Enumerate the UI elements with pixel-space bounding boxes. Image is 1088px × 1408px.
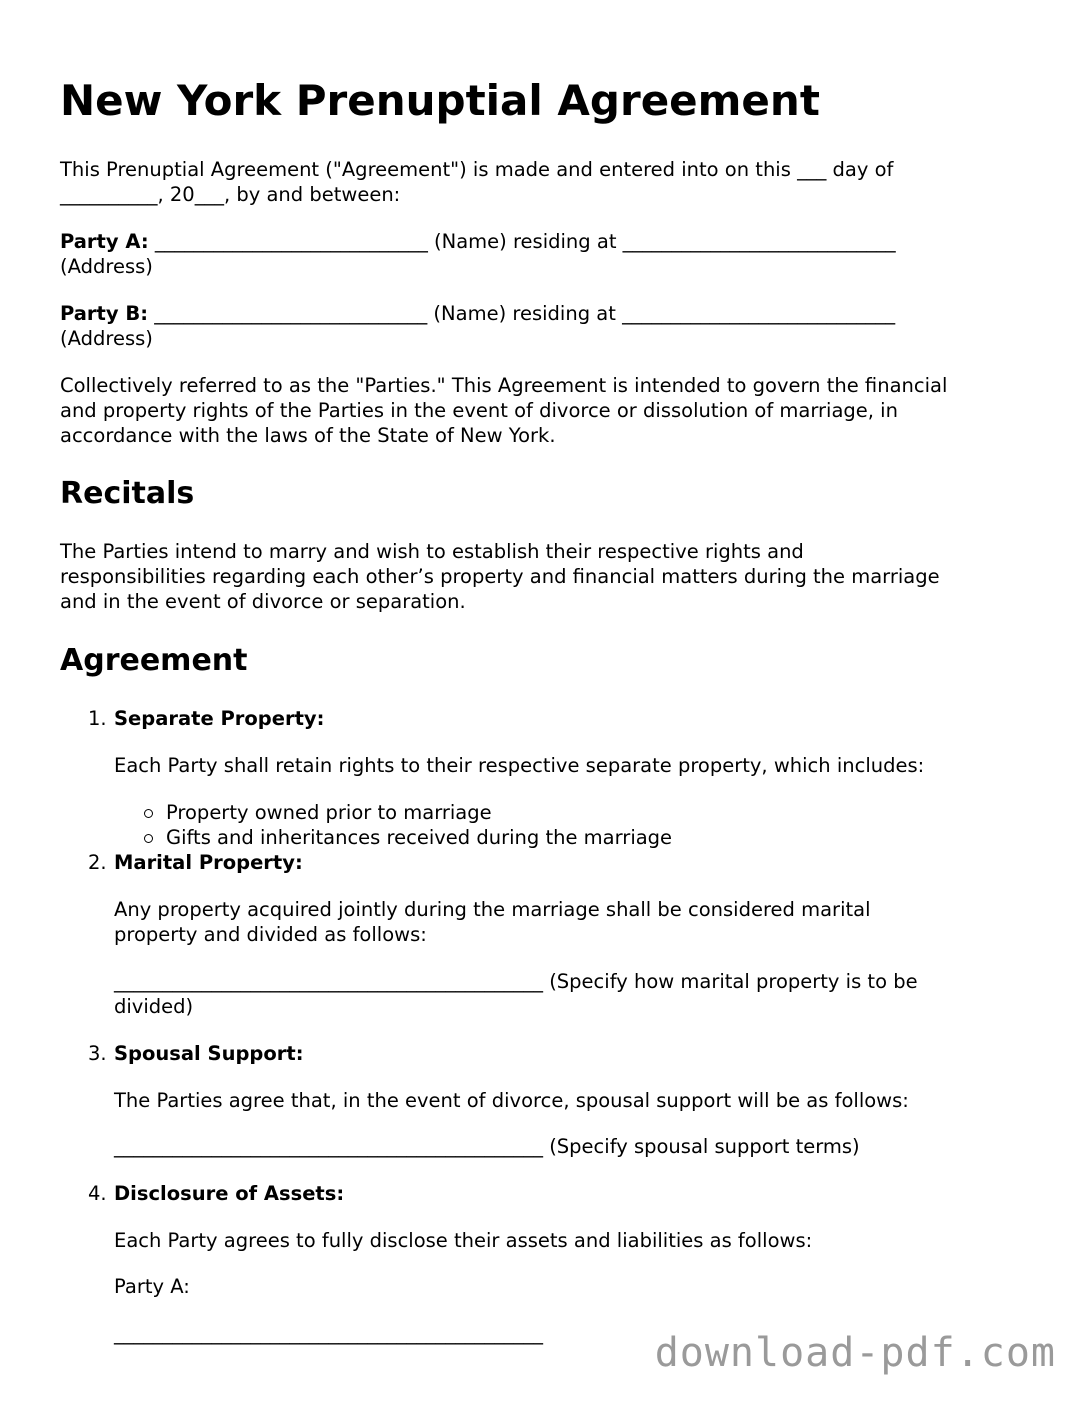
item-2-text-line-1: Any property acquired jointly during the marriage shall be considered marital: [114, 898, 871, 921]
list-item: Property owned prior to marriage: [142, 800, 672, 825]
recitals-line-2: responsibilities regarding each other’s property and financial matters during the marriage: [60, 565, 940, 588]
party-b-label: Party B:: [60, 302, 149, 325]
party-b-address-label: (Address): [60, 327, 153, 350]
recitals-heading: Recitals: [60, 476, 195, 511]
item-2-blank-field: [114, 969, 918, 1019]
item-3-text: The Parties agree that, in the event of divorce, spousal support will be as follows:: [114, 1089, 909, 1112]
collective-line-2: and property rights of the Parties in the event of divorce or dissolution of marriage, in: [60, 399, 898, 422]
intro-line-2: __________, 20___, by and between:: [60, 183, 401, 206]
recitals-line-3: and in the event of divorce or separation.: [60, 590, 466, 613]
party-a-fields: ____________________________ (Name) residing at ____________________________: [154, 230, 896, 253]
document-title: New York Prenuptial Agreement: [60, 76, 820, 125]
item-1-bullet-list: [142, 800, 672, 850]
item-2-blank-line-1: ____________________________________________ (Specify how marital property is to be: [114, 970, 918, 993]
item-1-text: Each Party shall retain rights to their respective separate property, which includes:: [114, 754, 925, 777]
collective-line-3: accordance with the laws of the State of New York.: [60, 424, 556, 447]
recitals-paragraph: [60, 539, 940, 614]
recitals-line-1: The Parties intend to marry and wish to establish their respective rights and: [60, 540, 804, 563]
item-4-title: Disclosure of Assets:: [114, 1182, 345, 1205]
item-4-blank-field: ____________________________________________: [114, 1322, 543, 1345]
intro-line-1: This Prenuptial Agreement ("Agreement") is made and entered into on this ___ day of: [60, 158, 894, 181]
party-a-label: Party A:: [60, 230, 149, 253]
item-3-number: 3.: [88, 1042, 107, 1065]
item-4-text: Each Party agrees to fully disclose their assets and liabilities as follows:: [114, 1229, 813, 1252]
item-2-text: [114, 897, 871, 947]
item-4-number: 4.: [88, 1182, 107, 1205]
item-2-text-line-2: property and divided as follows:: [114, 923, 427, 946]
item-4-party-label: Party A:: [114, 1275, 190, 1298]
item-1-title: Separate Property:: [114, 707, 325, 730]
item-3-blank-field: ____________________________________________ (Specify spousal support terms): [114, 1135, 860, 1158]
item-2-blank-line-2: divided): [114, 995, 194, 1018]
list-item: Gifts and inheritances received during the marriage: [142, 825, 672, 850]
party-a-address-label: (Address): [60, 255, 153, 278]
party-a-block: [60, 229, 896, 279]
item-1-number: 1.: [88, 707, 107, 730]
party-b-fields: ____________________________ (Name) residing at ____________________________: [154, 302, 896, 325]
item-2-title: Marital Property:: [114, 851, 303, 874]
item-2-number: 2.: [88, 851, 107, 874]
party-b-block: [60, 301, 895, 351]
collective-line-1: Collectively referred to as the "Parties." This Agreement is intended to govern the financial: [60, 374, 948, 397]
agreement-heading: Agreement: [60, 643, 248, 678]
intro-paragraph: [60, 157, 893, 207]
item-3-title: Spousal Support:: [114, 1042, 304, 1065]
watermark-text: download-pdf.com: [654, 1330, 1056, 1376]
collective-paragraph: [60, 373, 947, 448]
